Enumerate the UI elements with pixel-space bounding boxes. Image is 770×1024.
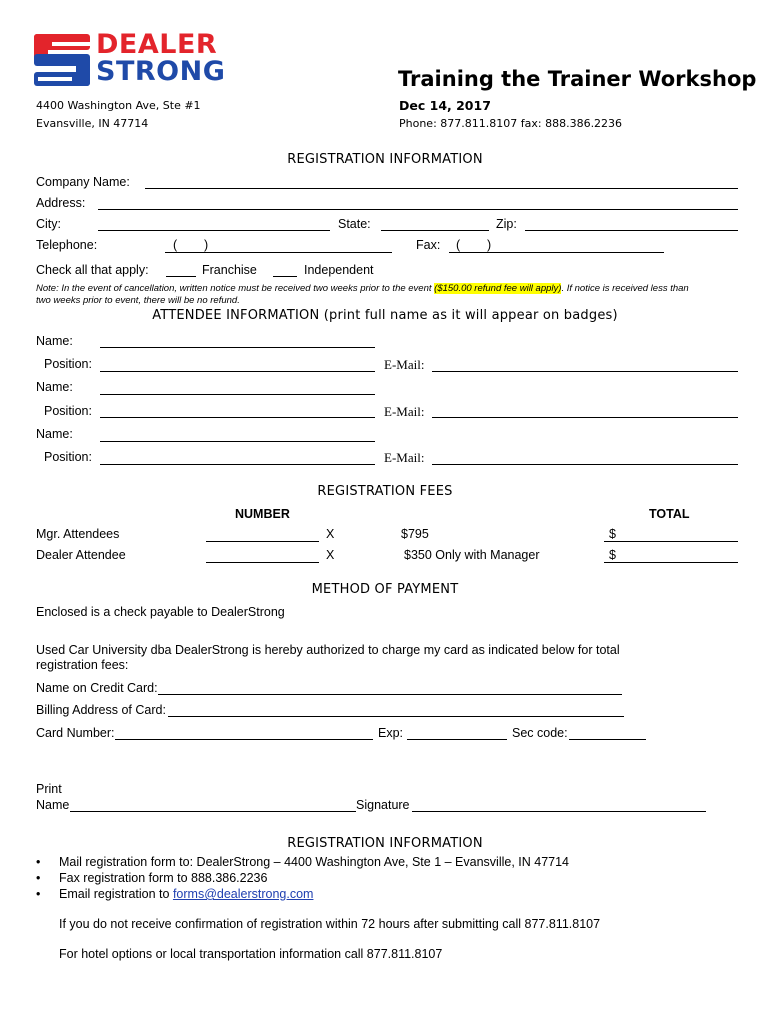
cancellation-note-line2: two weeks prior to event, there will be no refund. — [36, 295, 240, 306]
fee-row-2-label: Dealer Attendee — [36, 548, 126, 562]
address-field[interactable] — [98, 209, 738, 210]
fee-row-2-dollar: $ — [609, 548, 616, 562]
refund-fee-highlight: ($150.00 refund fee will apply) — [434, 283, 562, 294]
cancellation-note — [36, 283, 741, 294]
payment-heading: METHOD OF PAYMENT — [311, 582, 459, 597]
dealerstrong-logo — [34, 29, 256, 88]
authorization-line1: Used Car University dba DealerStrong is hereby authorized to charge my card as indicated below for total — [36, 643, 620, 657]
fax-paren-open: ( — [456, 238, 461, 252]
attendee-3-email-label: E-Mail: — [384, 450, 425, 465]
attendee-3-position-label: Position: — [44, 450, 92, 464]
attendee-2-email-label: E-Mail: — [384, 404, 425, 419]
attendee-1-name-label: Name: — [36, 334, 73, 348]
note-text-1: Note: In the event of cancellation, written notice must be received two weeks prior to the event — [36, 283, 435, 294]
attendee-2-position-field[interactable] — [100, 417, 375, 418]
fee-row-1-price: $795 — [401, 527, 429, 541]
check-payable-text: Enclosed is a check payable to DealerStrong — [36, 605, 285, 619]
event-date: Dec 14, 2017 — [399, 98, 491, 113]
registration-heading: REGISTRATION INFORMATION — [287, 152, 483, 167]
mail-instruction: • Mail registration form to: DealerStrong – 4400 Washington Ave, Ste 1 – Evansville, IN 47714 — [36, 854, 736, 870]
sec-code-label: Sec code: — [512, 726, 568, 740]
info-heading: REGISTRATION INFORMATION — [287, 836, 483, 851]
fee-row-1-total-field[interactable] — [604, 541, 738, 542]
attendee-2-name-label: Name: — [36, 380, 73, 394]
attendee-2-position-label: Position: — [44, 404, 92, 418]
fee-row-2-x: X — [326, 548, 335, 562]
fee-row-1-label: Mgr. Attendees — [36, 527, 120, 541]
franchise-label: Franchise — [202, 263, 257, 277]
note-text-2: . If notice is received less than — [561, 283, 689, 294]
company-address-line2: Evansville, IN 47714 — [36, 117, 149, 130]
signature-field[interactable] — [412, 811, 706, 812]
attendee-3-position-field[interactable] — [100, 464, 375, 465]
exp-label: Exp: — [378, 726, 404, 740]
independent-checkbox[interactable] — [273, 276, 297, 277]
attendee-1-email-field[interactable] — [432, 371, 738, 372]
sec-code-field[interactable] — [569, 739, 646, 740]
attendee-3-name-label: Name: — [36, 427, 73, 441]
zip-label: Zip: — [496, 217, 517, 231]
billing-address-label: Billing Address of Card: — [36, 703, 166, 717]
email-instruction — [36, 886, 736, 902]
fax-instruction: • Fax registration form to 888.386.2236 — [36, 870, 736, 886]
state-label: State: — [338, 217, 371, 231]
total-header: TOTAL — [649, 507, 690, 521]
contact-phone: Phone: 877.811.8107 fax: 888.386.2236 — [399, 117, 623, 130]
city-field[interactable] — [98, 230, 330, 231]
check-all-label: Check all that apply: — [36, 263, 149, 277]
logo-word-strong: STRONG — [96, 56, 226, 87]
hotel-text: For hotel options or local transportation information call 877.811.8107 — [59, 947, 443, 961]
telephone-field[interactable] — [165, 252, 392, 253]
number-header: NUMBER — [235, 507, 290, 521]
company-name-label: Company Name: — [36, 175, 130, 189]
email-instruction-text: Email registration to — [59, 887, 173, 901]
fax-paren-close: ) — [487, 238, 492, 252]
company-address-line1: 4400 Washington Ave, Ste #1 — [36, 99, 201, 112]
telephone-paren-open: ( — [173, 238, 178, 252]
fee-row-1-dollar: $ — [609, 527, 616, 541]
address-label: Address: — [36, 196, 86, 210]
confirmation-text: If you do not receive confirmation of registration within 72 hours after submitting call 877.811.8107 — [59, 917, 601, 931]
zip-field[interactable] — [525, 230, 738, 231]
fee-row-1-x: X — [326, 527, 335, 541]
fee-row-2-total-field[interactable] — [604, 562, 738, 563]
franchise-checkbox[interactable] — [166, 276, 196, 277]
state-field[interactable] — [381, 230, 489, 231]
name-on-card-label: Name on Credit Card: — [36, 681, 158, 695]
telephone-paren-close: ) — [204, 238, 209, 252]
attendee-1-name-field[interactable] — [100, 347, 375, 348]
registration-methods-list — [36, 854, 736, 902]
card-number-field[interactable] — [115, 739, 373, 740]
telephone-label: Telephone: — [36, 238, 98, 252]
logo-mark-icon — [34, 32, 92, 88]
attendee-3-email-field[interactable] — [432, 464, 738, 465]
attendee-3-name-field[interactable] — [100, 441, 375, 442]
logo-word-dealer: DEALER — [96, 29, 218, 60]
attendee-1-position-label: Position: — [44, 357, 92, 371]
fax-field[interactable] — [449, 252, 664, 253]
fees-heading: REGISTRATION FEES — [317, 484, 453, 499]
name-on-card-field[interactable] — [158, 694, 622, 695]
exp-field[interactable] — [407, 739, 507, 740]
print-name-label: Name — [36, 798, 70, 812]
fee-row-2-price: $350 Only with Manager — [404, 548, 540, 562]
page-title: Training the Trainer Workshop — [398, 67, 757, 91]
attendee-1-position-field[interactable] — [100, 371, 375, 372]
fax-label: Fax: — [416, 238, 441, 252]
attendee-2-name-field[interactable] — [100, 394, 375, 395]
fee-row-1-number-field[interactable] — [206, 541, 319, 542]
company-name-field[interactable] — [145, 188, 738, 189]
signature-label: Signature — [356, 798, 410, 812]
independent-label: Independent — [304, 263, 374, 277]
print-label: Print — [36, 782, 62, 796]
email-link[interactable]: forms@dealerstrong.com — [172, 887, 314, 901]
print-name-field[interactable] — [70, 811, 356, 812]
attendee-2-email-field[interactable] — [432, 417, 738, 418]
attendee-heading: ATTENDEE INFORMATION (print full name as it will appear on badges) — [152, 308, 618, 323]
card-number-label: Card Number: — [36, 726, 115, 740]
authorization-line2: registration fees: — [36, 658, 129, 672]
fee-row-2-number-field[interactable] — [206, 562, 319, 563]
billing-address-field[interactable] — [168, 716, 624, 717]
city-label: City: — [36, 217, 61, 231]
attendee-1-email-label: E-Mail: — [384, 357, 425, 372]
